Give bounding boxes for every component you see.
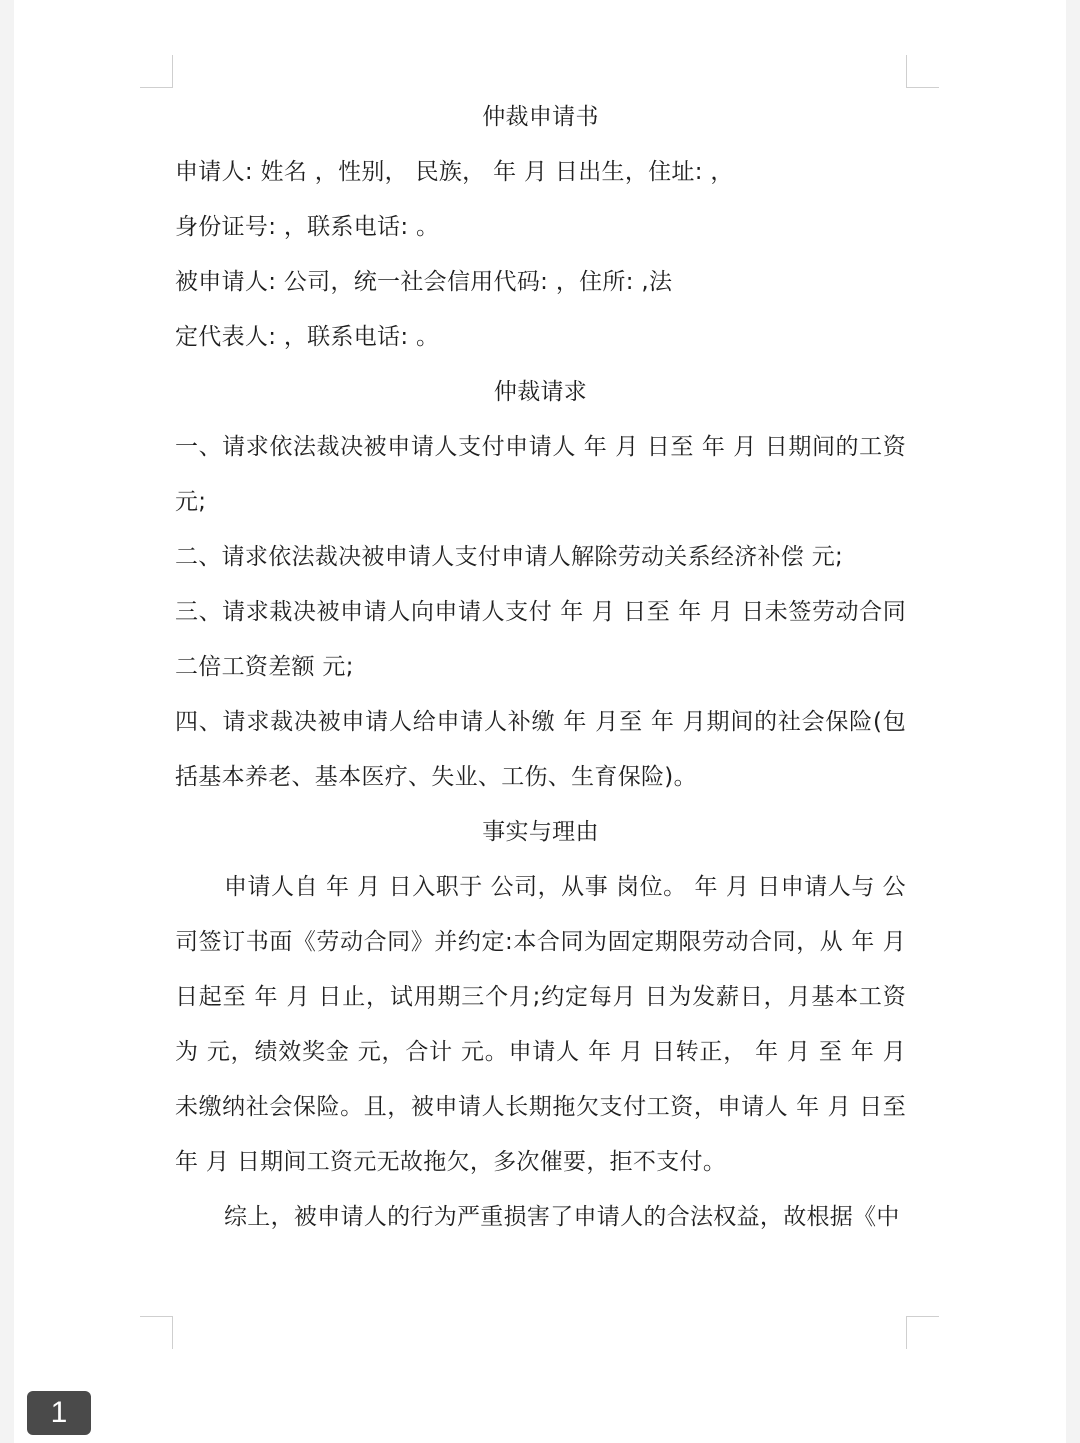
request-item-4: 四、请求裁决被申请人给申请人补缴 年 月至 年 月期间的社会保险(包括基本养老、基本医疗、失业、工伤、生育保险)。 bbox=[175, 709, 906, 790]
applicant-line-1: 申请人: 姓名 ，性别， 民族， 年 月 日出生，住址: ， bbox=[175, 159, 734, 185]
request-item-2: 二、请求依法裁决被申请人支付申请人解除劳动关系经济补偿 元; bbox=[175, 544, 844, 570]
respondent-line-1: 被申请人: 公司，统一社会信用代码: ，住所: ,法 bbox=[175, 269, 673, 295]
document-body bbox=[175, 90, 906, 1245]
facts-heading: 事实与理由 bbox=[482, 819, 599, 845]
request-item-1: 一、请求依法裁决被申请人支付申请人 年 月 日至 年 月 日期间的工资 元; bbox=[175, 434, 906, 515]
requests-heading: 仲裁请求 bbox=[493, 379, 588, 405]
margin-corner-top-right bbox=[906, 55, 939, 88]
facts-paragraph: 申请人自 年 月 日入职于 公司，从事 岗位。 年 月 日申请人与 公司签订书面《劳动合同》并约定:本合同为固定期限劳动合同，从 年 月 日起至 年 月 日止，试用期三个月;约定每月 日为发薪日，月基本工资为 元，绩效奖金 元，合计 元。申请人 年 月 日转正， 年 月 至 年 月未缴纳社会保险。且，被申请人长期拖欠支付工资，申请人 年 月 日至 年 月 日期间工资元无故拖欠，多次催要，拒不支付。 bbox=[175, 874, 906, 1175]
respondent-line-2: 定代表人: ，联系电话: 。 bbox=[175, 324, 440, 350]
request-item-3: 三、请求栽决被申请人向申请人支付 年 月 日至 年 月 日未签劳动合同二倍工资差额 元; bbox=[175, 599, 906, 680]
margin-corner-bottom-right bbox=[906, 1316, 939, 1349]
document-title: 仲裁申请书 bbox=[482, 104, 599, 130]
applicant-line-2: 身份证号: ，联系电话: 。 bbox=[175, 214, 440, 240]
margin-corner-top-left bbox=[140, 55, 173, 88]
page-number-badge[interactable]: 1 bbox=[27, 1391, 91, 1435]
document-page bbox=[14, 0, 1066, 1443]
margin-corner-bottom-left bbox=[140, 1316, 173, 1349]
conclusion-paragraph: 综上，被申请人的行为严重损害了申请人的合法权益，故根据《中 bbox=[224, 1204, 900, 1230]
